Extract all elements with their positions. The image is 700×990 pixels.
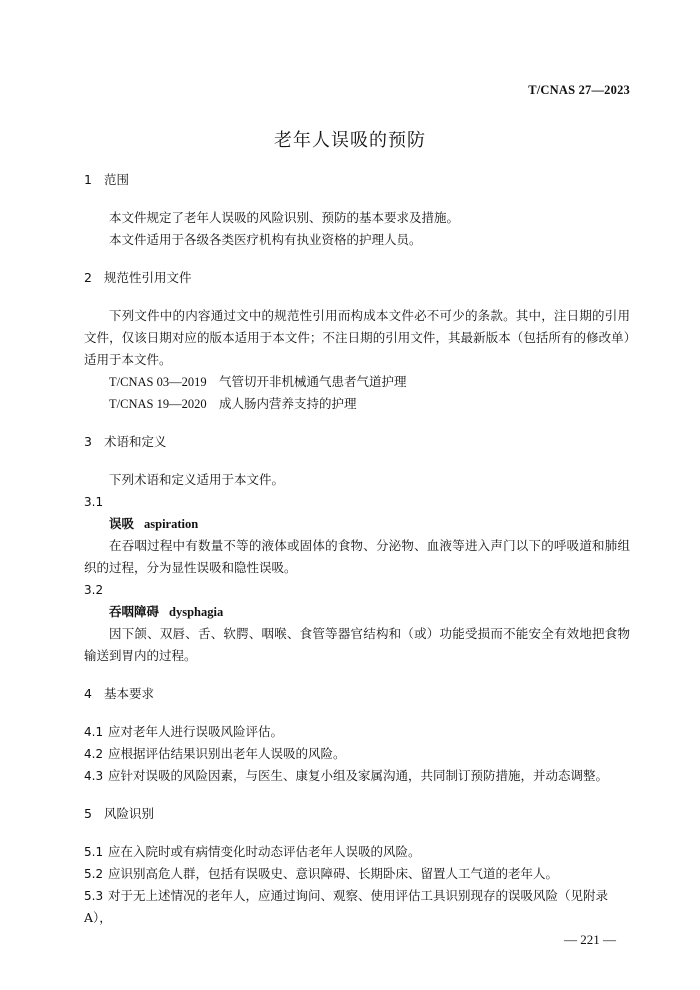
list-item [84, 885, 630, 929]
standard-code: T/CNAS 27—2023 [528, 83, 630, 97]
term-number: 3.1 [84, 495, 104, 509]
document-body [84, 169, 630, 929]
section-title: 术语和定义 [104, 434, 167, 449]
term-zh: 吞咽障碍 [109, 604, 160, 619]
paragraph: 下列文件中的内容通过文中的规范性引用而构成本文件必不可少的条款。其中，注日期的引用文件，仅该日期对应的版本适用于本文件；不注日期的引用文件，其最新版本（包括所有的修改单）适用于本文件。 [84, 308, 630, 367]
item-text: 应对老年人进行误吸风险评估。 [108, 724, 284, 739]
item-text: 应针对误吸的风险因素，与医生、康复小组及家属沟通，共同制订预防措施，并动态调整。 [108, 768, 609, 783]
paragraph: 下列术语和定义适用于本文件。 [109, 472, 285, 487]
paragraph: 本文件适用于各级各类医疗机构有执业资格的护理人员。 [109, 232, 422, 247]
section-heading [84, 803, 630, 825]
item-number: 5.1 [84, 845, 104, 859]
term-zh: 误吸 [109, 516, 135, 531]
list-item [84, 743, 630, 765]
section-heading [84, 431, 630, 453]
item-text: 应在入院时或有病情变化时动态评估老年人误吸的风险。 [108, 844, 421, 859]
list-item [84, 841, 630, 863]
section-basic-requirements [84, 683, 630, 787]
paragraph: 本文件规定了老年人误吸的风险识别、预防的基本要求及措施。 [109, 210, 460, 225]
section-number: 4 [84, 686, 92, 701]
item-text: 对于无上述情况的老年人，应通过询问、观察、使用评估工具识别现存的误吸风险（见附录 A）， [84, 888, 609, 925]
item-number: 5.3 [84, 889, 104, 903]
item-number: 4.1 [84, 725, 104, 739]
item-number: 4.3 [84, 769, 104, 783]
term-heading [84, 513, 630, 535]
section-heading [84, 683, 630, 705]
section-number: 3 [84, 434, 92, 449]
section-number: 2 [84, 270, 92, 285]
reference-name: 气管切开非机械通气患者气道护理 [219, 374, 407, 389]
section-terms-definitions [84, 431, 630, 667]
section-heading [84, 267, 630, 289]
section-title: 风险识别 [104, 806, 155, 821]
section-number: 1 [84, 172, 92, 187]
term-en: aspiration [144, 517, 199, 531]
term-heading [84, 601, 630, 623]
reference-code: T/CNAS 19—2020 [109, 397, 207, 411]
section-title: 范围 [104, 172, 130, 187]
item-number: 4.2 [84, 747, 104, 761]
section-heading [84, 169, 630, 191]
term-en: dysphagia [169, 605, 224, 619]
section-title: 基本要求 [104, 686, 155, 701]
reference-item [84, 371, 630, 393]
section-title: 规范性引用文件 [104, 270, 192, 285]
item-text: 应识别高危人群，包括有误吸史、意识障碍、长期卧床、留置人工气道的老年人。 [108, 866, 559, 881]
section-normative-references [84, 267, 630, 415]
document-title: 老年人误吸的预防 [274, 130, 426, 151]
reference-item [84, 393, 630, 415]
reference-name: 成人肠内营养支持的护理 [219, 396, 357, 411]
term-definition: 因下颌、双唇、舌、软腭、咽喉、食管等器官结构和（或）功能受损而不能安全有效地把食物输送到胃内的过程。 [84, 626, 630, 663]
list-item [84, 765, 630, 787]
list-item [84, 721, 630, 743]
item-text: 应根据评估结果识别出老年人误吸的风险。 [108, 746, 346, 761]
term-definition: 在吞咽过程中有数量不等的液体或固体的食物、分泌物、血液等进入声门以下的呼吸道和肺组织的过程，分为显性误吸和隐性误吸。 [84, 538, 630, 575]
reference-code: T/CNAS 03—2019 [109, 375, 207, 389]
page-number: — 221 — [564, 932, 616, 947]
term-number: 3.2 [84, 583, 104, 597]
item-number: 5.2 [84, 867, 104, 881]
section-risk-identification [84, 803, 630, 929]
section-number: 5 [84, 806, 92, 821]
section-scope [84, 169, 630, 251]
list-item [84, 863, 630, 885]
